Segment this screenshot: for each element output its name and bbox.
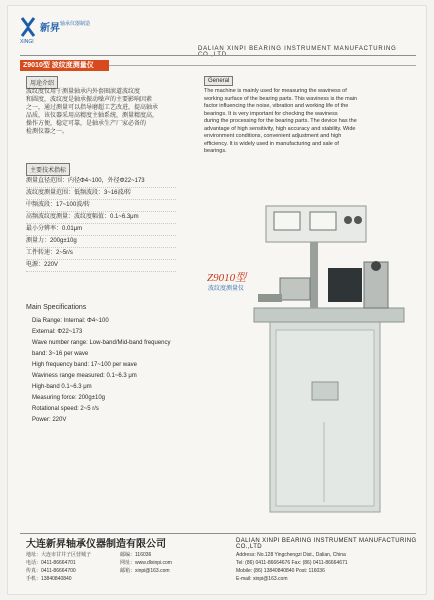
company-logo-icon [20,16,36,38]
main-spec-line: band: 3~16 per wave [32,351,89,357]
contact-line: 传真：0411-86664700 [26,568,76,574]
main-spec-line: High-band 0.1~6.3 μm [32,384,92,390]
main-specs-list [32,316,252,426]
main-specs-label: Main Specifications [26,304,87,311]
model-name: Z9010型 [207,272,247,284]
intro-line: 操作方便，稳定可靠，是轴承生产厂家必备的 [26,121,147,127]
header-divider [20,55,416,56]
main-spec-line: Waviness range measured: 0.1~6.3 μm [32,373,137,379]
contact-line: Tel: (86) 0411-86664676 Fax: (86) 0411-86664671 [236,560,348,566]
brand-name-cn: 新昇 [40,23,60,34]
main-spec-line: High frequency band: 17~100 per wave [32,362,137,368]
contact-line: 网址：www.dlxinpi.com [120,560,172,566]
spec-label-cn: 主要技术指标 [26,163,70,176]
spec-row: 测量力：200g±10g [26,236,176,248]
general-text [204,88,418,156]
spec-row: 中频波段：17~100波/转 [26,200,176,212]
contact-en [236,551,348,583]
contact-line: 邮编：116036 [120,552,152,558]
footer-divider [20,533,416,534]
main-spec-line: Wave number range: Low-band/Mid-band frequency [32,340,171,346]
intro-line: 和圆度，波纹度是轴承振动噪声的主要影响因素 [26,97,153,103]
general-line: environment conditions, convenient adjustment and high [204,133,342,139]
machine-illustration [240,202,420,522]
general-line: The machine is mainly used for measuring the waviness of [204,88,347,94]
contact-line: 电话：0411-86664701 [26,560,76,566]
intro-label-cn: 用途介绍 [26,76,58,89]
main-spec-line: Dia Range: Internal: Φ4~100 [32,318,109,324]
model-name-cn: 波纹度测量仪 [208,286,245,292]
contact-line: 地址：大连市甘井子区营城子 [26,552,92,558]
company-name-cn: 大连新昇轴承仪器制造有限公司 [26,539,166,550]
title-divider [109,65,416,66]
intro-line: 品质，该仪器采用高精度主轴系统，测量精度高， [26,113,159,119]
intro-text-cn [26,88,196,136]
main-spec-line: Measuring force: 200g±10g [32,395,106,401]
contact-line: Address: No.128 Yingchengzi Dist., Dalian, China [236,552,346,558]
general-line: bearings. It is very important for checking the waviness [204,110,338,117]
general-line: factor influencing the noise, vibration and working life of the [204,103,349,109]
main-spec-line: Power: 220V [32,417,67,423]
intro-line: 检测仪器之一。 [26,129,69,135]
general-line: bearings. [204,148,227,154]
spec-row: 波纹度测量范围：低频波段：3~16波/转 [26,188,176,200]
contact-cn-col1 [26,551,91,583]
spec-row: 工件转速：2~5r/s [26,248,176,260]
spec-list-cn [26,176,176,272]
company-name-en: DALIAN XINPI BEARING INSTRUMENT MANUFACTURING CO.,LTD [236,538,417,550]
general-line: working surface of the bearing parts. This waviness is the main [204,95,358,102]
contact-line: E-mail: xinpi@163.com [236,576,288,582]
contact-cn-col2 [120,551,172,575]
spec-row: 最小分辨率：0.01μm [26,224,176,236]
general-line: during the processing for the bearing parts. The device has the [204,118,357,124]
contact-line: Mobile: (86) 13840840840 Post: 116036 [236,568,325,574]
general-label: General [204,76,233,86]
contact-line: 手机：13840840840 [26,576,72,582]
intro-line: 波纹度仪用于测量轴承内外套圈滚道波纹度 [26,89,141,95]
general-line: efficiency. It is widely used in manufacturing and sale of [204,140,339,147]
brochure-page [8,6,426,594]
main-spec-line: External: Φ22~173 [32,329,83,335]
contact-line: 邮箱：xinpi@163.com [120,568,170,574]
intro-line: 之一，通过测量可以指导磨超工艺改进，提高轴承 [26,105,159,111]
spec-row: 电源：220V [26,260,176,272]
company-name-header: DALIAN XINPI BEARING INSTRUMENT MANUFACTURING [198,46,397,52]
main-spec-line: Rotational speed: 2~5 r/s [32,406,99,412]
product-title: Z9010型 波纹度测量仪 [20,60,109,71]
spec-row: 测量直径范围：内径Φ4~100，外径Φ22~173 [26,176,176,188]
general-line: advantage of high sensitivity, high accuracy and stability. Wide [204,125,356,132]
brand-subtitle: 轴承仪器制造 [60,21,91,27]
brand-name-en: XINGI [20,39,34,45]
spec-row: 高频波纹度测量：波纹度幅值：0.1~6.3μm [26,212,176,224]
